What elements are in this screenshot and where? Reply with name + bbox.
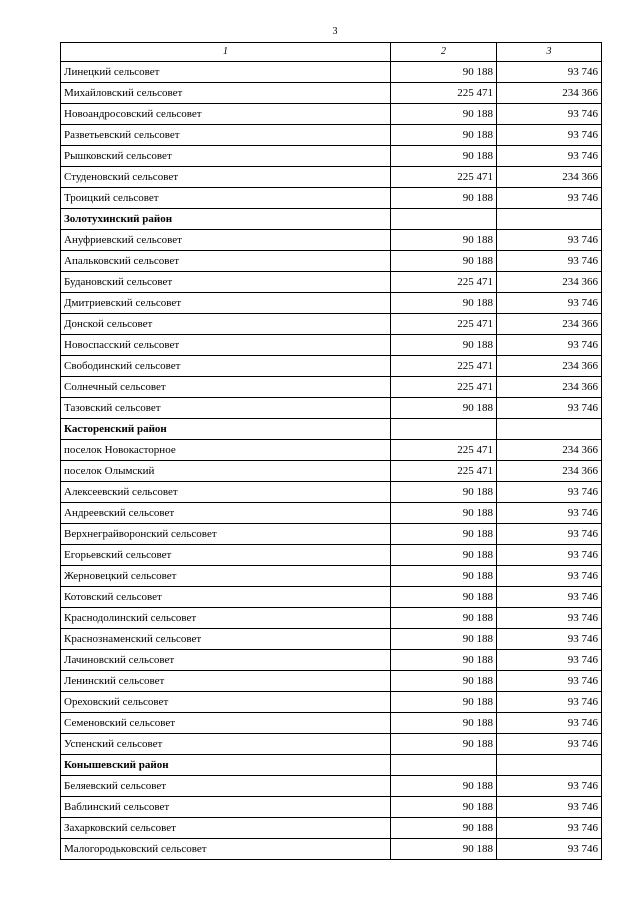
table-row: [61, 545, 602, 566]
table-row: [61, 650, 602, 671]
table-row: [61, 713, 602, 734]
table-row: [61, 146, 602, 167]
value-col2: 90 188: [391, 293, 497, 314]
value-col2: 90 188: [391, 545, 497, 566]
value-col2: 90 188: [391, 188, 497, 209]
value-col3: 93 746: [497, 608, 602, 629]
value-col3: [497, 419, 602, 440]
table-row: [61, 314, 602, 335]
value-col3: 93 746: [497, 251, 602, 272]
municipality-name: Рышковский сельсовет: [61, 146, 391, 167]
table-row: [61, 398, 602, 419]
value-col2: 225 471: [391, 461, 497, 482]
value-col2: 225 471: [391, 377, 497, 398]
value-col2: 90 188: [391, 713, 497, 734]
table-row: [61, 482, 602, 503]
municipality-name: Ануфриевский сельсовет: [61, 230, 391, 251]
value-col3: 234 366: [497, 314, 602, 335]
column-header-2: 2: [391, 43, 497, 62]
value-col3: 93 746: [497, 293, 602, 314]
table-row: [61, 335, 602, 356]
value-col3: 93 746: [497, 671, 602, 692]
municipality-name: Андреевский сельсовет: [61, 503, 391, 524]
value-col2: 90 188: [391, 335, 497, 356]
municipality-name: Малогородьковский сельсовет: [61, 839, 391, 860]
value-col2: 90 188: [391, 734, 497, 755]
value-col3: 93 746: [497, 545, 602, 566]
page-number: 3: [332, 26, 338, 37]
value-col2: 225 471: [391, 356, 497, 377]
municipality-name: Разветьевский сельсовет: [61, 125, 391, 146]
table-row: [61, 818, 602, 839]
value-col2: 90 188: [391, 524, 497, 545]
table-row: [61, 293, 602, 314]
table-row: [61, 566, 602, 587]
column-header-row: [61, 43, 602, 62]
table-row: [61, 776, 602, 797]
municipality-name: поселок Олымский: [61, 461, 391, 482]
table-row: [61, 440, 602, 461]
value-col3: 93 746: [497, 692, 602, 713]
municipality-name: Краснознаменский сельсовет: [61, 629, 391, 650]
value-col2: 90 188: [391, 818, 497, 839]
municipality-name: Свободинский сельсовет: [61, 356, 391, 377]
table-row: [61, 104, 602, 125]
value-col3: 93 746: [497, 587, 602, 608]
value-col3: 234 366: [497, 440, 602, 461]
value-col2: 90 188: [391, 692, 497, 713]
table-row: [61, 62, 602, 83]
district-row: [61, 755, 602, 776]
table-row: [61, 272, 602, 293]
value-col2: 90 188: [391, 398, 497, 419]
value-col3: 93 746: [497, 734, 602, 755]
value-col3: 93 746: [497, 818, 602, 839]
value-col3: 93 746: [497, 713, 602, 734]
value-col2: 90 188: [391, 482, 497, 503]
value-col2: 225 471: [391, 272, 497, 293]
value-col3: 93 746: [497, 146, 602, 167]
district-name: Золотухинский район: [61, 209, 391, 230]
table-row: [61, 629, 602, 650]
value-col2: 225 471: [391, 167, 497, 188]
value-col2: 90 188: [391, 608, 497, 629]
table-row: [61, 188, 602, 209]
column-header-3: 3: [497, 43, 602, 62]
value-col3: 93 746: [497, 503, 602, 524]
table-row: [61, 251, 602, 272]
table-row: [61, 230, 602, 251]
municipality-name: Егорьевский сельсовет: [61, 545, 391, 566]
table-row: [61, 692, 602, 713]
municipality-name: Ленинский сельсовет: [61, 671, 391, 692]
table-row: [61, 524, 602, 545]
value-col3: [497, 755, 602, 776]
value-col2: 90 188: [391, 230, 497, 251]
municipality-name: Солнечный сельсовет: [61, 377, 391, 398]
table-row: [61, 167, 602, 188]
district-row: [61, 209, 602, 230]
municipality-name: Апальковский сельсовет: [61, 251, 391, 272]
value-col2: 90 188: [391, 125, 497, 146]
value-col3: 93 746: [497, 188, 602, 209]
municipality-name: Новоандросовский сельсовет: [61, 104, 391, 125]
table-row: [61, 587, 602, 608]
value-col2: 90 188: [391, 251, 497, 272]
value-col3: 93 746: [497, 776, 602, 797]
value-col3: 93 746: [497, 230, 602, 251]
municipality-name: поселок Новокасторное: [61, 440, 391, 461]
value-col2: 225 471: [391, 440, 497, 461]
table-row: [61, 377, 602, 398]
table-row: [61, 461, 602, 482]
value-col3: 93 746: [497, 797, 602, 818]
value-col3: [497, 209, 602, 230]
value-col3: 93 746: [497, 125, 602, 146]
value-col2: 90 188: [391, 62, 497, 83]
value-col3: 93 746: [497, 482, 602, 503]
value-col3: 93 746: [497, 104, 602, 125]
municipality-name: Михайловский сельсовет: [61, 83, 391, 104]
value-col3: 234 366: [497, 356, 602, 377]
table-row: [61, 839, 602, 860]
table-row: [61, 608, 602, 629]
municipality-name: Ваблинский сельсовет: [61, 797, 391, 818]
municipality-name: Студеновский сельсовет: [61, 167, 391, 188]
value-col2: 90 188: [391, 566, 497, 587]
value-col3: 93 746: [497, 629, 602, 650]
municipality-name: Тазовский сельсовет: [61, 398, 391, 419]
table-body: [61, 43, 602, 860]
value-col3: 93 746: [497, 650, 602, 671]
municipality-name: Дмитриевский сельсовет: [61, 293, 391, 314]
value-col2: 90 188: [391, 839, 497, 860]
district-row: [61, 419, 602, 440]
table-row: [61, 671, 602, 692]
table-row: [61, 503, 602, 524]
value-col2: [391, 755, 497, 776]
value-col2: [391, 419, 497, 440]
value-col3: 93 746: [497, 398, 602, 419]
value-col3: 234 366: [497, 461, 602, 482]
value-col3: 93 746: [497, 839, 602, 860]
value-col2: 90 188: [391, 104, 497, 125]
value-col2: 90 188: [391, 776, 497, 797]
municipality-name: Будановский сельсовет: [61, 272, 391, 293]
value-col2: 225 471: [391, 83, 497, 104]
column-header-1: 1: [61, 43, 391, 62]
value-col2: 90 188: [391, 671, 497, 692]
table-row: [61, 125, 602, 146]
district-name: Касторенский район: [61, 419, 391, 440]
municipality-name: Лачиновский сельсовет: [61, 650, 391, 671]
municipality-name: Новоспасский сельсовет: [61, 335, 391, 356]
municipality-name: Краснодолинский сельсовет: [61, 608, 391, 629]
municipality-name: Ореховский сельсовет: [61, 692, 391, 713]
municipality-name: Алексеевский сельсовет: [61, 482, 391, 503]
municipality-name: Донской сельсовет: [61, 314, 391, 335]
value-col3: 93 746: [497, 524, 602, 545]
value-col3: 234 366: [497, 167, 602, 188]
municipality-name: Троицкий сельсовет: [61, 188, 391, 209]
value-col2: 225 471: [391, 314, 497, 335]
value-col2: 90 188: [391, 146, 497, 167]
value-col2: [391, 209, 497, 230]
value-col3: 234 366: [497, 377, 602, 398]
value-col3: 93 746: [497, 62, 602, 83]
value-col3: 234 366: [497, 272, 602, 293]
value-col2: 90 188: [391, 797, 497, 818]
municipality-name: Котовский сельсовет: [61, 587, 391, 608]
municipality-name: Жерновецкий сельсовет: [61, 566, 391, 587]
value-col2: 90 188: [391, 503, 497, 524]
table-row: [61, 83, 602, 104]
value-col2: 90 188: [391, 650, 497, 671]
value-col3: 93 746: [497, 566, 602, 587]
municipality-name: Захарковский сельсовет: [61, 818, 391, 839]
value-col3: 93 746: [497, 335, 602, 356]
district-name: Конышевский район: [61, 755, 391, 776]
table-row: [61, 356, 602, 377]
value-col2: 90 188: [391, 629, 497, 650]
municipality-name: Семеновский сельсовет: [61, 713, 391, 734]
municipality-name: Верхнеграйворонский сельсовет: [61, 524, 391, 545]
table-row: [61, 734, 602, 755]
municipality-name: Линецкий сельсовет: [61, 62, 391, 83]
allocation-table: [60, 42, 602, 860]
value-col2: 90 188: [391, 587, 497, 608]
table-row: [61, 797, 602, 818]
municipality-name: Беляевский сельсовет: [61, 776, 391, 797]
municipality-name: Успенский сельсовет: [61, 734, 391, 755]
value-col3: 234 366: [497, 83, 602, 104]
